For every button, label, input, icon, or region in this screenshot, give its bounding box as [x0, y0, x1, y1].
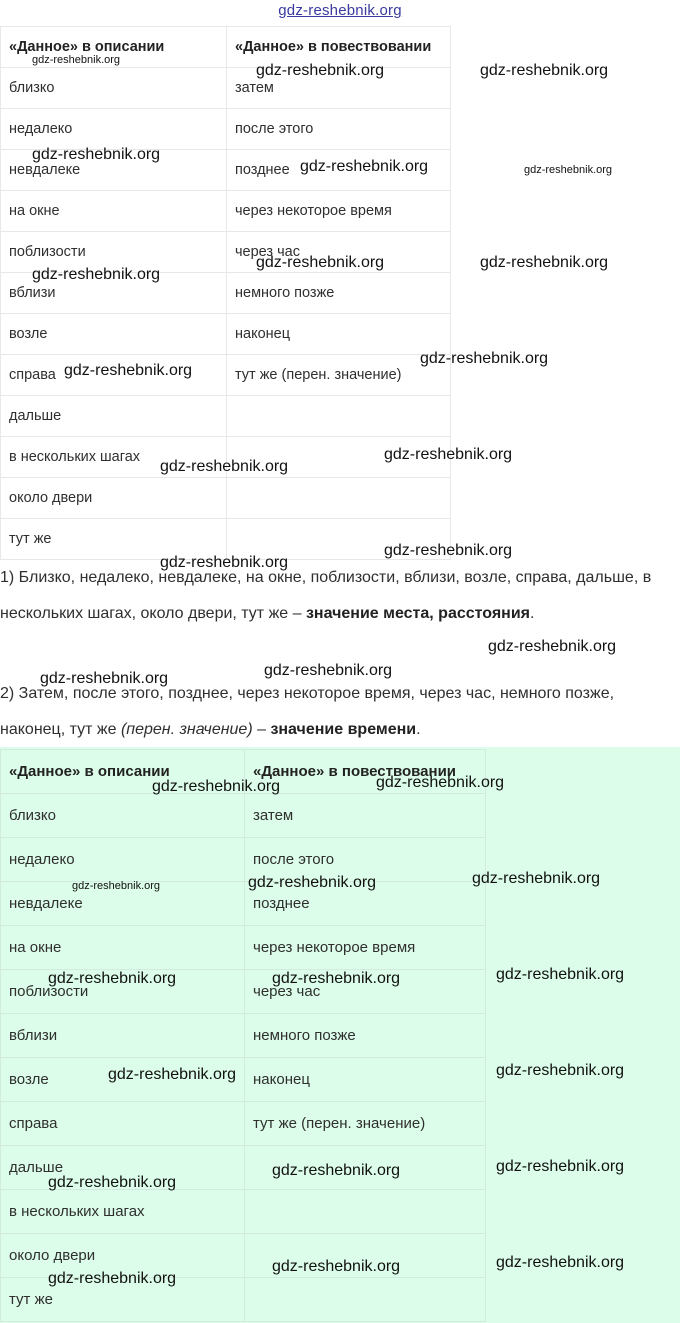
watermark: gdz-reshebnik.org	[376, 774, 505, 791]
cell-description: поблизости	[1, 970, 245, 1014]
cell-narration: немного позже	[227, 273, 451, 314]
watermark: gdz-reshebnik.org	[48, 1270, 177, 1287]
watermark: gdz-reshebnik.org	[272, 1162, 401, 1179]
cell-description: поблизости	[1, 232, 227, 273]
cell-narration	[227, 396, 451, 437]
cell-narration: после этого	[245, 838, 486, 882]
watermark: gdz-reshebnik.org	[496, 1254, 625, 1271]
cell-narration: тут же (перен. значение)	[245, 1102, 486, 1146]
cell-description: близко	[1, 794, 245, 838]
paragraph-2-dash: –	[252, 721, 271, 738]
table-row	[1, 396, 451, 437]
watermark: gdz-reshebnik.org	[384, 446, 513, 463]
cell-narration: наконец	[245, 1058, 486, 1102]
watermark: gdz-reshebnik.org	[64, 362, 193, 379]
watermark: gdz-reshebnik.org	[256, 62, 385, 79]
watermark: gdz-reshebnik.org	[48, 970, 177, 987]
watermark: gdz-reshebnik.org	[472, 870, 601, 887]
cell-description: недалеко	[1, 838, 245, 882]
watermark: gdz-reshebnik.org	[264, 662, 393, 679]
table-row	[1, 109, 451, 150]
header-narration: «Данное» в повествовании	[227, 27, 451, 68]
cell-description: вблизи	[1, 273, 227, 314]
watermark: gdz-reshebnik.org	[384, 542, 513, 559]
watermark: gdz-reshebnik.org	[48, 1174, 177, 1191]
watermark: gdz-reshebnik.org	[488, 638, 617, 655]
cell-description: невдалеке	[1, 150, 227, 191]
cell-description: тут же	[1, 1278, 245, 1322]
table-description-vs-narration	[0, 26, 451, 560]
watermark: gdz-reshebnik.org	[32, 54, 121, 66]
cell-narration: через час	[227, 232, 451, 273]
watermark: gdz-reshebnik.org	[32, 146, 161, 163]
table-row	[1, 794, 486, 838]
cell-narration: позднее	[227, 150, 451, 191]
watermark: gdz-reshebnik.org	[160, 554, 289, 571]
cell-narration	[245, 1190, 486, 1234]
watermark: gdz-reshebnik.org	[256, 254, 385, 271]
watermark: gdz-reshebnik.org	[524, 164, 613, 176]
watermark: gdz-reshebnik.org	[496, 966, 625, 983]
paragraph-1-text: 1) Близко, недалеко, невдалеке, на окне, поблизости, вблизи, возле, справа, дальше, в нескольких шагах, около двери, тут же –	[0, 569, 652, 622]
cell-narration: затем	[245, 794, 486, 838]
paragraph-2-bold: значение времени	[270, 721, 417, 738]
header-description: «Данное» в описании	[1, 27, 227, 68]
watermark: gdz-reshebnik.org	[160, 458, 289, 475]
cell-description: в нескольких шагах	[1, 1190, 245, 1234]
cell-narration: после этого	[227, 109, 451, 150]
watermark: gdz-reshebnik.org	[480, 62, 609, 79]
table-row	[1, 191, 451, 232]
cell-description: недалеко	[1, 109, 227, 150]
cell-description: тут же	[1, 519, 227, 560]
cell-description: дальше	[1, 1146, 245, 1190]
paragraph-1-bold: значение места, расстояния	[305, 605, 530, 622]
answer-table	[0, 749, 486, 1322]
cell-description: вблизи	[1, 1014, 245, 1058]
watermark: gdz-reshebnik.org	[152, 778, 281, 795]
header-description: «Данное» в описании	[1, 750, 245, 794]
watermark: gdz-reshebnik.org	[72, 880, 161, 892]
watermark: gdz-reshebnik.org	[420, 350, 549, 367]
table-row	[1, 314, 451, 355]
table-row	[1, 1102, 486, 1146]
table-row	[1, 838, 486, 882]
cell-narration	[227, 478, 451, 519]
table-row	[1, 1058, 486, 1102]
watermark: gdz-reshebnik.org	[480, 254, 609, 271]
cell-narration: тут же (перен. значение)	[227, 355, 451, 396]
cell-narration: наконец	[227, 314, 451, 355]
cell-narration: позднее	[245, 882, 486, 926]
watermark: gdz-reshebnik.org	[108, 1066, 237, 1083]
paragraph-1-end: .	[530, 605, 535, 622]
cell-narration: через час	[245, 970, 486, 1014]
paragraph-2-end: .	[416, 721, 421, 738]
table-row	[1, 478, 451, 519]
watermark: gdz-reshebnik.org	[300, 158, 429, 175]
table-row	[1, 1190, 486, 1234]
cell-narration: через некоторое время	[227, 191, 451, 232]
watermark: gdz-reshebnik.org	[32, 266, 161, 283]
watermark: gdz-reshebnik.org	[248, 874, 377, 891]
cell-description: возле	[1, 1058, 245, 1102]
cell-description: невдалеке	[1, 882, 245, 926]
cell-description: около двери	[1, 478, 227, 519]
watermark: gdz-reshebnik.org	[496, 1062, 625, 1079]
site-title-link[interactable]: gdz-reshebnik.org	[278, 2, 402, 19]
watermark: gdz-reshebnik.org	[40, 670, 169, 687]
cell-description: близко	[1, 68, 227, 109]
cell-narration: через некоторое время	[245, 926, 486, 970]
cell-narration: затем	[227, 68, 451, 109]
cell-narration: немного позже	[245, 1014, 486, 1058]
cell-description: справа	[1, 355, 227, 396]
answer-paragraph-1	[0, 560, 680, 632]
cell-description: дальше	[1, 396, 227, 437]
cell-description: возле	[1, 314, 227, 355]
table-row	[1, 1014, 486, 1058]
watermark: gdz-reshebnik.org	[272, 1258, 401, 1275]
header-narration: «Данное» в повествовании	[245, 750, 486, 794]
cell-description: на окне	[1, 926, 245, 970]
cell-description: в нескольких шагах	[1, 437, 227, 478]
watermark: gdz-reshebnik.org	[496, 1158, 625, 1175]
cell-description: справа	[1, 1102, 245, 1146]
cell-description: на окне	[1, 191, 227, 232]
paragraph-2-italic: (перен. значение)	[120, 721, 253, 738]
table-row	[1, 926, 486, 970]
cell-description: около двери	[1, 1234, 245, 1278]
paragraph-2-text: 2) Затем, после этого, позднее, через некоторое время, через час, немного позже, наконец, тут же	[0, 685, 615, 738]
cell-narration	[245, 1278, 486, 1322]
watermark: gdz-reshebnik.org	[272, 970, 401, 987]
